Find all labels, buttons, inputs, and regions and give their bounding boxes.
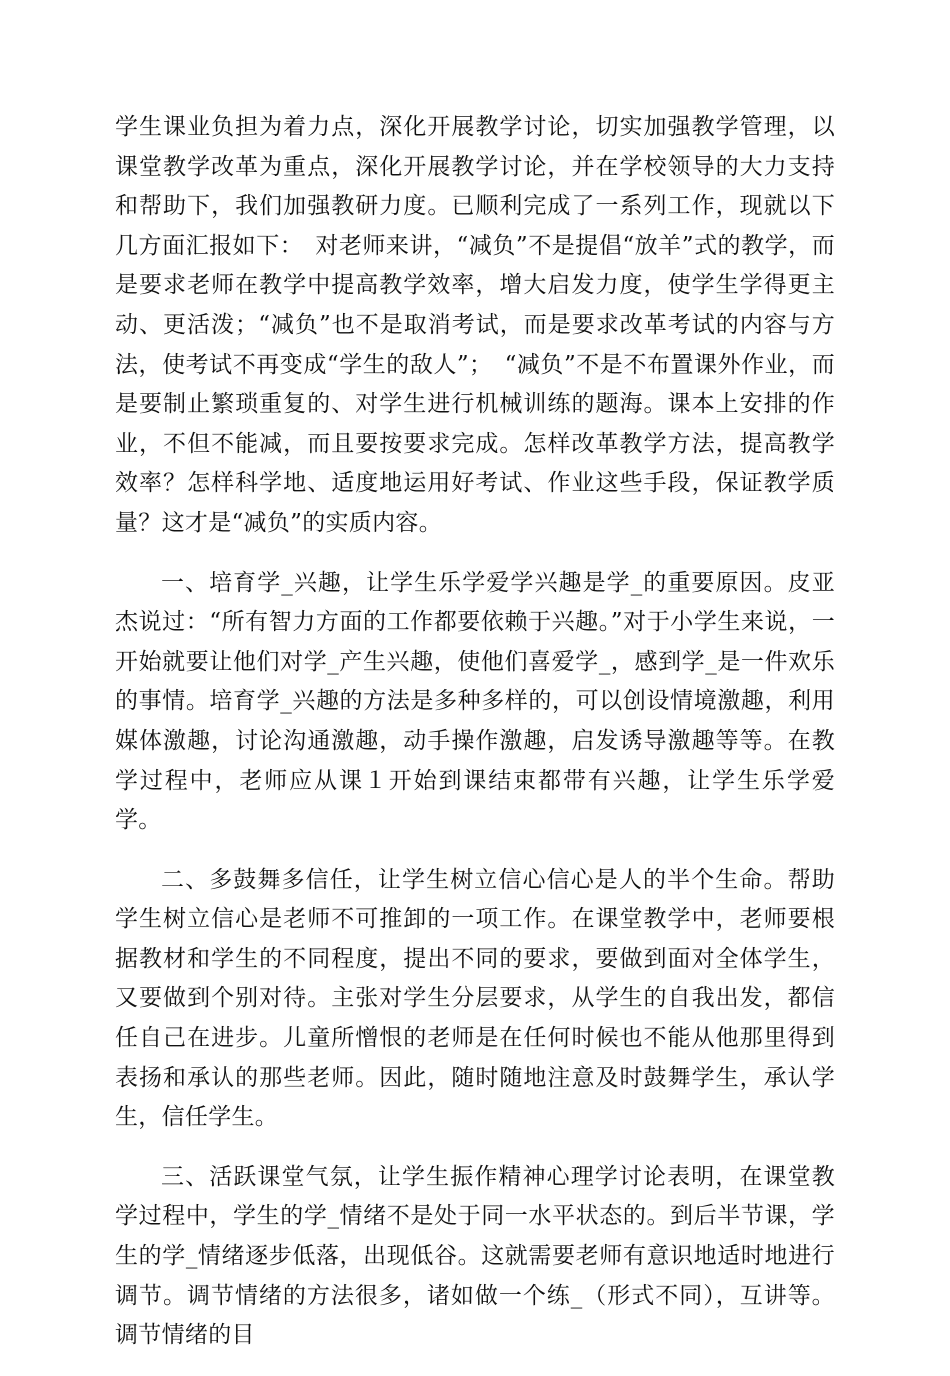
paragraph-section-two: 二、多鼓舞多信任，让学生树立信心信心是人的半个生命。帮助学生树立信心是老师不可推卸的一项工作。在课堂教学中，老师要根据教材和学生的不同程度，提出不同的要求，要做到面对全体学生，又要做到个别对待。主张对学生分层要求，从学生的自我出发，都信任自己在进步。儿童所憎恨的老师是在任何时候也不能从他那里得到表扬和承认的那些老师。因此，随时随地注意及时鼓舞学生，承认学生，信任学生。: [115, 866, 835, 1131]
paragraph-section-one: 一、培育学_兴趣，让学生乐学爱学兴趣是学_的重要原因。皮亚杰说过：“所有智力方面的工作都要依赖于兴趣。”对于小学生来说，一开始就要让他们对学_产生兴趣，使他们喜爱学_，感到学_是一件欢乐的事情。培育学_兴趣的方法是多种多样的，可以创设情境激趣，利用媒体激趣，讨论沟通激趣，动手操作激趣，启发诱导激趣等等。在教学过程中，老师应从课１开始到课结束都带有兴趣，让学生乐学爱学。: [115, 569, 835, 834]
paragraph-section-three: 三、活跃课堂气氛，让学生振作精神心理学讨论表明，在课堂教学过程中，学生的学_情绪不是处于同一水平状态的。到后半节课，学生的学_情绪逐步低落，出现低谷。这就需要老师有意识地适时地进行调节。调节情绪的方法很多，诸如做一个练_（形式不同），互讲等。调节情绪的目: [115, 1163, 835, 1349]
paragraph-intro: 学生课业负担为着力点，深化开展教学讨论，切实加强教学管理，以课堂教学改革为重点，深化开展教学讨论，并在学校领导的大力支持和帮助下，我们加强教研力度。已顺利完成了一系列工作，现就以下几方面汇报如下： 对老师来讲，“减负”不是提倡“放羊”式的教学，而是要求老师在教学中提高教学效率，增大启发力度，使学生学得更主动、更活泼；“减负”也不是取消考试，而是要求改革考试的内容与方法，使考试不再变成“学生的敌人”； “减负”不是不布置课外作业，而是要制止繁琐重复的、对学生进行机械训练的题海。课本上安排的作业，不但不能减，而且要按要求完成。怎样改革教学方法，提高教学效率？怎样科学地、适度地运用好考试、作业这些手段，保证教学质量？这才是“减负”的实质内容。: [115, 114, 835, 536]
document-body: [115, 108, 835, 1376]
